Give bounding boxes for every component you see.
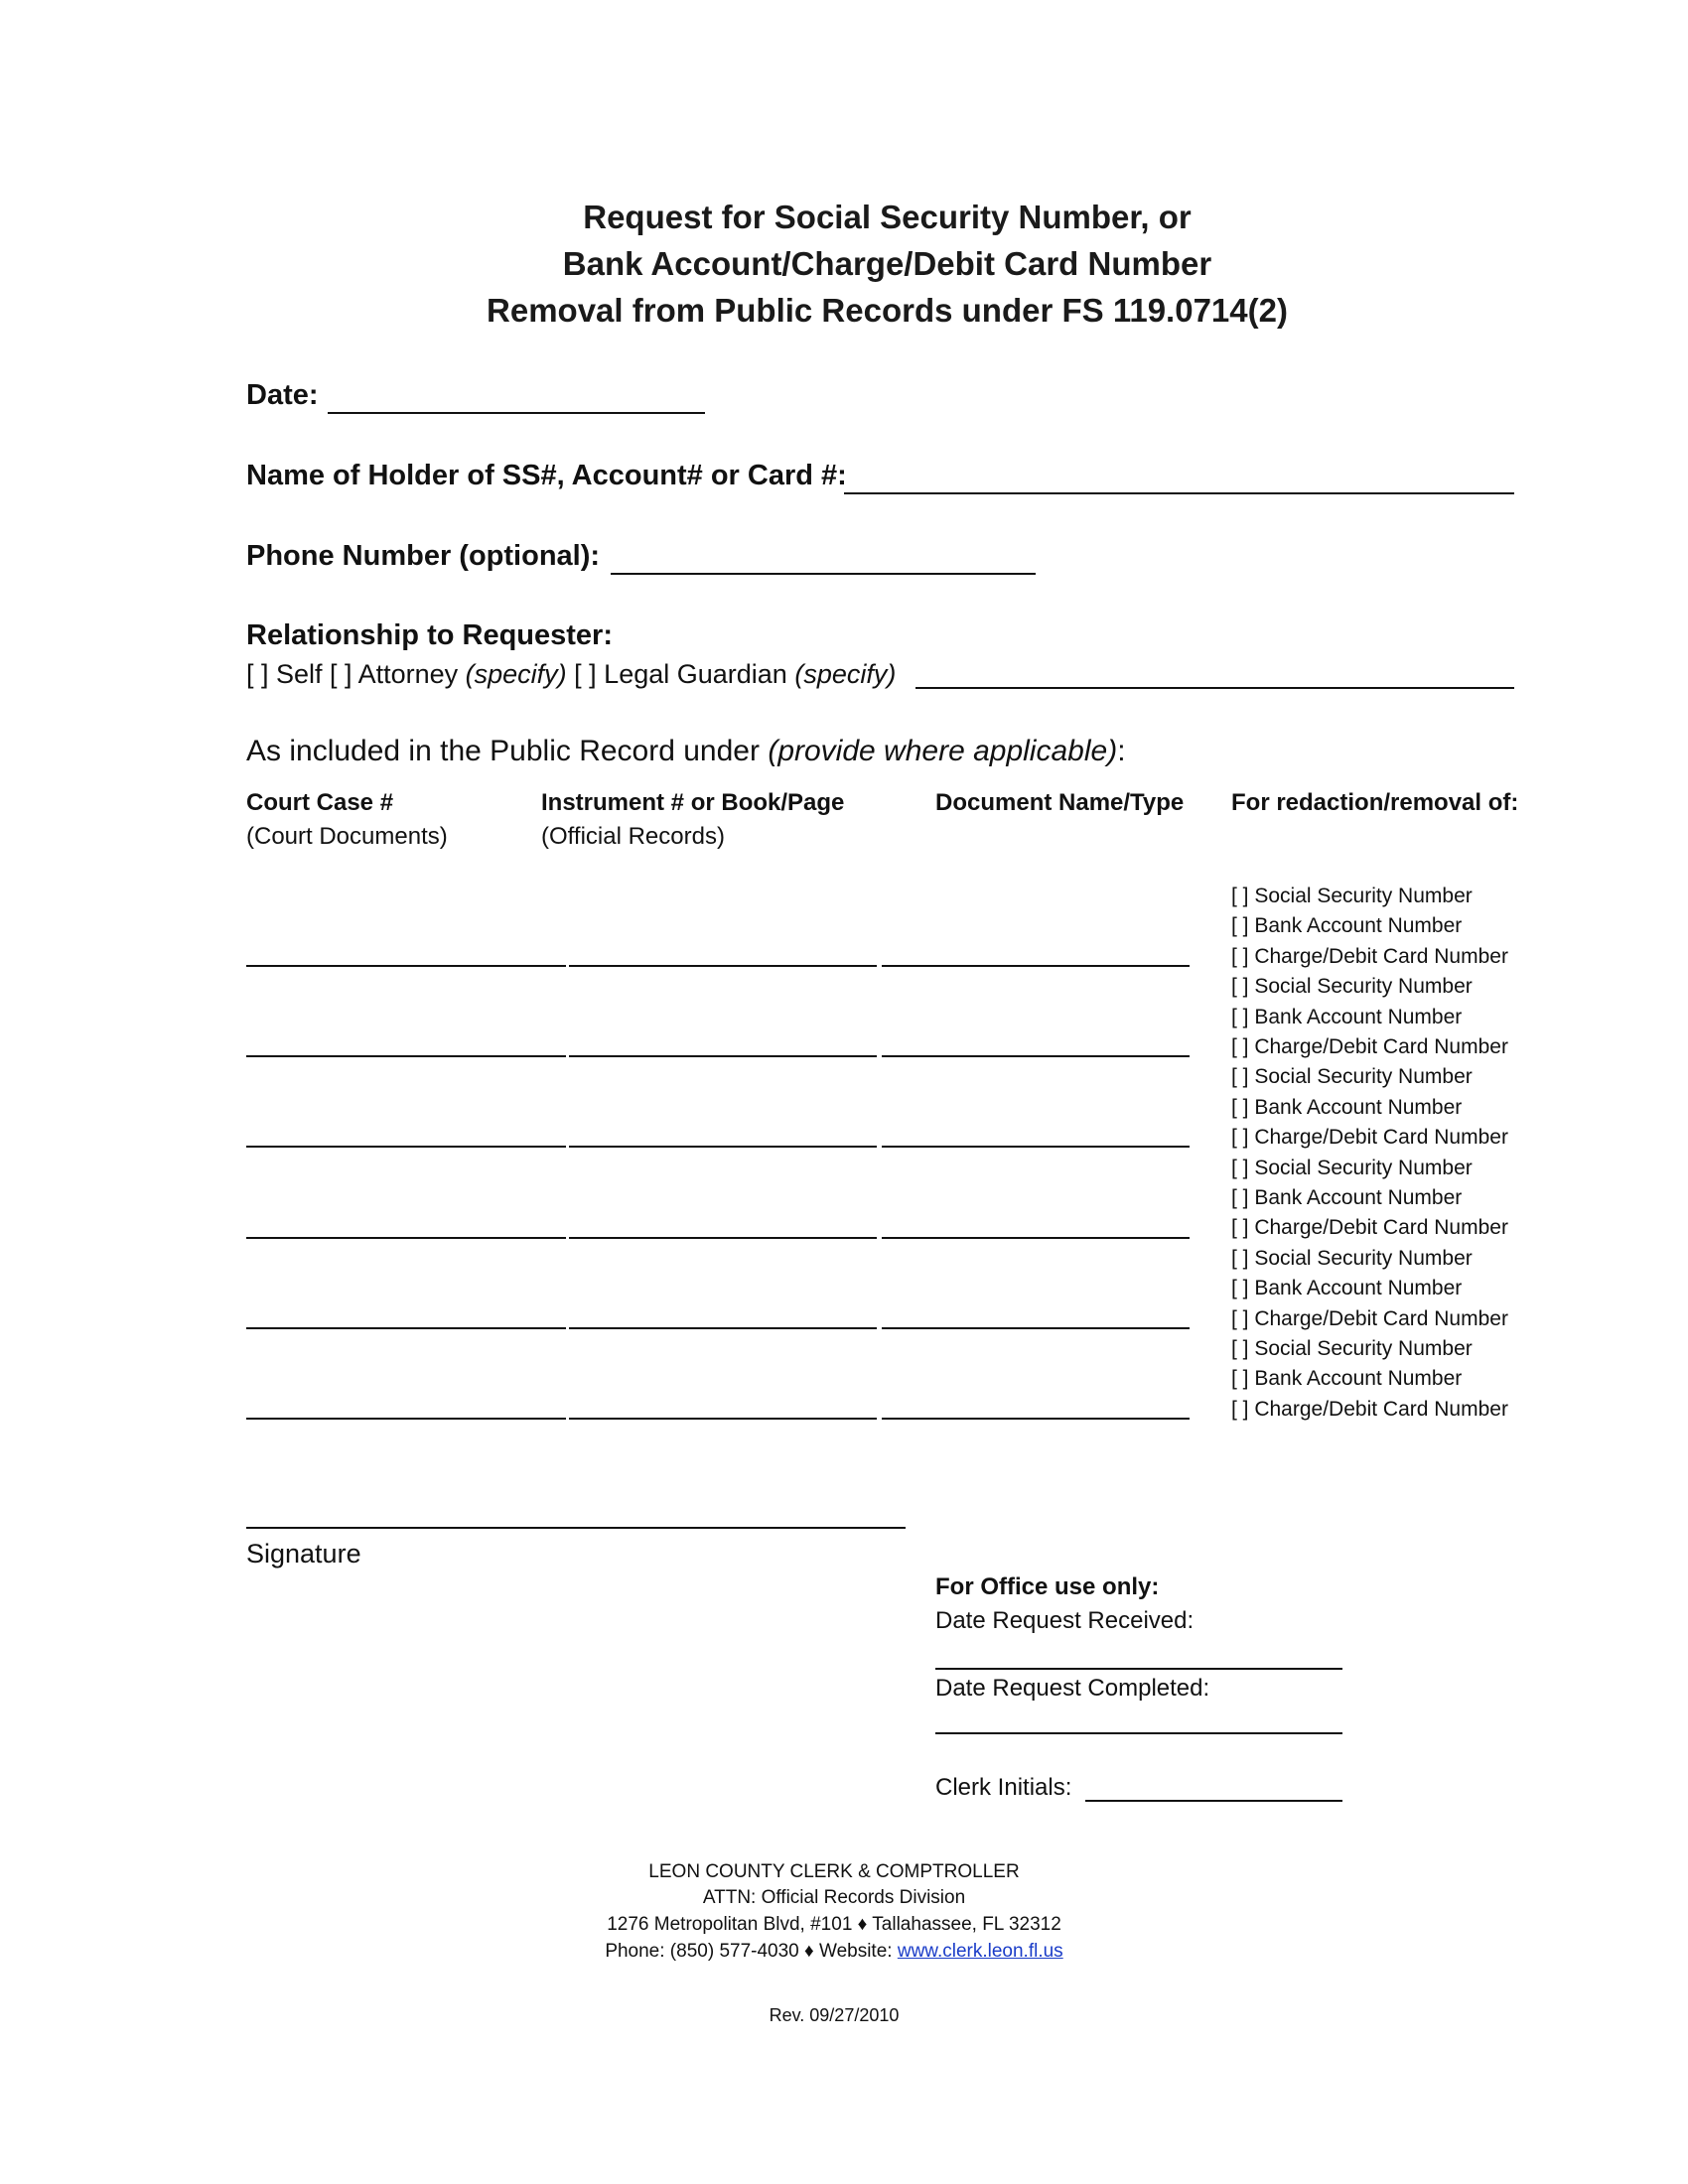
footer-address: 1276 Metropolitan Blvd, #101 ♦ Tallahassee, FL 32312 — [607, 1914, 1061, 1935]
website-link[interactable]: www.clerk.leon.fl.us — [897, 1941, 1063, 1962]
clerk-initials-label: Clerk Initials: — [935, 1774, 1072, 1801]
rel-attorney-checkbox[interactable]: [ ] Attorney — [330, 659, 459, 689]
clerk-initials-field[interactable] — [1085, 1800, 1342, 1802]
guardian-specify-note: (specify) — [794, 659, 897, 689]
attorney-specify-note: (specify) — [465, 659, 567, 689]
document-name-field[interactable] — [882, 1418, 1190, 1420]
footer-phone: Phone: (850) 577-4030 ♦ Website: — [605, 1941, 893, 1962]
document-name-field[interactable] — [882, 1146, 1190, 1148]
relationship-specify-field[interactable] — [915, 687, 1514, 689]
document-name-field[interactable] — [882, 1055, 1190, 1057]
date-received-label: Date Request Received: — [935, 1607, 1195, 1634]
card-number-checkbox[interactable]: [ ] Charge/Debit Card Number — [1231, 1216, 1508, 1240]
rel-guardian-checkbox[interactable]: [ ] Legal Guardian — [574, 659, 787, 689]
court-case-field[interactable] — [246, 1327, 566, 1329]
footer-org: LEON COUNTY CLERK & COMPTROLLER — [648, 1861, 1020, 1882]
instrument-field[interactable] — [569, 1327, 877, 1329]
ssn-checkbox[interactable]: [ ] Social Security Number — [1231, 1156, 1473, 1179]
date-received-field[interactable] — [935, 1668, 1342, 1670]
ssn-checkbox[interactable]: [ ] Social Security Number — [1231, 1246, 1473, 1270]
title-line-3: Removal from Public Records under FS 119.0714(2) — [487, 292, 1288, 329]
ssn-checkbox[interactable]: [ ] Social Security Number — [1231, 975, 1473, 999]
title-line-1: Request for Social Security Number, or — [583, 199, 1192, 235]
col-header-instrument: Instrument # or Book/Page — [541, 789, 845, 816]
relationship-options — [246, 659, 896, 690]
date-completed-label: Date Request Completed: — [935, 1675, 1210, 1702]
card-number-checkbox[interactable]: [ ] Charge/Debit Card Number — [1231, 1126, 1508, 1150]
instrument-field[interactable] — [569, 1055, 877, 1057]
card-number-checkbox[interactable]: [ ] Charge/Debit Card Number — [1231, 1306, 1508, 1330]
court-case-field[interactable] — [246, 1055, 566, 1057]
title-line-2: Bank Account/Charge/Debit Card Number — [562, 245, 1212, 282]
instrument-field[interactable] — [569, 1418, 877, 1420]
bank-account-checkbox[interactable]: [ ] Bank Account Number — [1231, 1095, 1463, 1119]
footer-contact — [0, 1941, 1668, 1963]
bank-account-checkbox[interactable]: [ ] Bank Account Number — [1231, 1277, 1463, 1300]
ssn-checkbox[interactable]: [ ] Social Security Number — [1231, 1337, 1473, 1360]
document-name-field[interactable] — [882, 1237, 1190, 1239]
court-case-field[interactable] — [246, 965, 566, 967]
holder-name-field[interactable] — [844, 492, 1514, 494]
date-field[interactable] — [328, 412, 705, 414]
bank-account-checkbox[interactable]: [ ] Bank Account Number — [1231, 1186, 1463, 1209]
instrument-field[interactable] — [569, 1146, 877, 1148]
ssn-checkbox[interactable]: [ ] Social Security Number — [1231, 885, 1473, 907]
col-sub-court-documents: (Court Documents) — [246, 823, 448, 850]
public-record-intro: As included in the Public Record under (provide where applicable): — [246, 735, 1126, 767]
card-number-checkbox[interactable]: [ ] Charge/Debit Card Number — [1231, 944, 1508, 968]
col-header-redaction: For redaction/removal of: — [1231, 789, 1519, 816]
date-completed-field[interactable] — [935, 1732, 1342, 1734]
signature-line[interactable] — [246, 1527, 906, 1529]
office-use-heading: For Office use only: — [935, 1573, 1160, 1600]
court-case-field[interactable] — [246, 1237, 566, 1239]
instrument-field[interactable] — [569, 1237, 877, 1239]
document-name-field[interactable] — [882, 965, 1190, 967]
court-case-field[interactable] — [246, 1146, 566, 1148]
footer-attn: ATTN: Official Records Division — [702, 1887, 966, 1908]
court-case-field[interactable] — [246, 1418, 566, 1420]
relationship-label: Relationship to Requester: — [246, 619, 613, 651]
col-header-document-name: Document Name/Type — [935, 789, 1185, 816]
date-label: Date: — [246, 379, 319, 411]
signature-label: Signature — [246, 1539, 361, 1569]
col-header-court-case: Court Case # — [246, 789, 394, 816]
holder-name-label: Name of Holder of SS#, Account# or Card #: — [246, 460, 847, 491]
card-number-checkbox[interactable]: [ ] Charge/Debit Card Number — [1231, 1397, 1508, 1421]
col-sub-official-records: (Official Records) — [541, 823, 725, 850]
bank-account-checkbox[interactable]: [ ] Bank Account Number — [1231, 1367, 1463, 1391]
card-number-checkbox[interactable]: [ ] Charge/Debit Card Number — [1231, 1035, 1508, 1058]
rel-self-checkbox[interactable]: [ ] Self — [246, 659, 323, 689]
document-name-field[interactable] — [882, 1327, 1190, 1329]
instrument-field[interactable] — [569, 965, 877, 967]
bank-account-checkbox[interactable]: [ ] Bank Account Number — [1231, 1005, 1463, 1028]
bank-account-checkbox[interactable]: [ ] Bank Account Number — [1231, 914, 1463, 938]
phone-label: Phone Number (optional): — [246, 540, 601, 572]
phone-field[interactable] — [611, 573, 1036, 575]
revision-date: Rev. 09/27/2010 — [769, 2005, 900, 2025]
ssn-checkbox[interactable]: [ ] Social Security Number — [1231, 1065, 1473, 1089]
